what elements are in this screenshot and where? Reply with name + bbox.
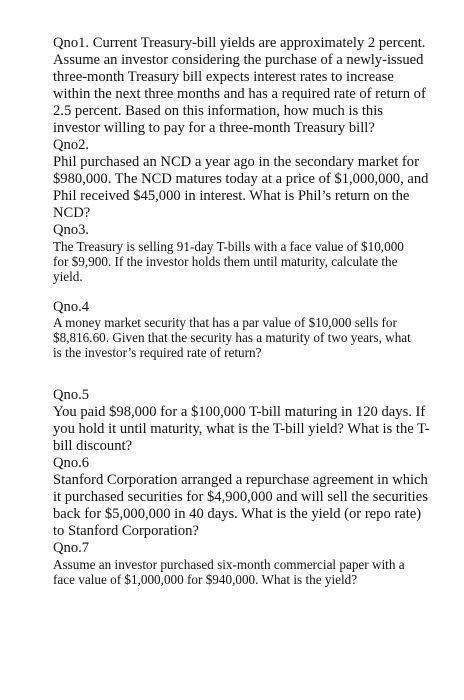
q4-line-2: $8,816.60. Given that the security has a maturity of two years, what bbox=[53, 330, 411, 345]
q1-line-1: Qno1. Current Treasury-bill yields are approximately 2 percent. bbox=[53, 35, 426, 51]
q6-line-2: it purchased securities for $4,900,000 and will sell the securities bbox=[53, 489, 428, 505]
q7-line-2: face value of $1,000,000 for $940,000. What is the yield? bbox=[53, 572, 358, 587]
q2-line-3: Phil received $45,000 in interest. What is Phil’s return on the bbox=[53, 188, 410, 204]
q5-line-2: you hold it until maturity, what is the T-bill yield? What is the T- bbox=[53, 421, 430, 437]
q3-line-3: yield. bbox=[53, 269, 83, 284]
q7-heading: Qno.7 bbox=[53, 540, 90, 556]
q5-heading: Qno.5 bbox=[53, 387, 90, 403]
q5-line-1: You paid $98,000 for a $100,000 T-bill maturing in 120 days. If bbox=[53, 404, 426, 420]
q1-line-2: Assume an investor considering the purchase of a newly-issued bbox=[53, 52, 424, 68]
q2-line-1: Phil purchased an NCD a year ago in the secondary market for bbox=[53, 154, 419, 170]
q4-line-1: A money market security that has a par value of $10,000 sells for bbox=[53, 315, 397, 330]
q3-line-2: for $9,900. If the investor holds them until maturity, calculate the bbox=[53, 254, 398, 269]
q6-line-3: back for $5,000,000 in 40 days. What is the yield (or repo rate) bbox=[53, 506, 422, 522]
q7-line-1: Assume an investor purchased six-month commercial paper with a bbox=[53, 557, 405, 572]
q1-line-4: within the next three months and has a required rate of return of bbox=[53, 86, 426, 102]
q6-line-1: Stanford Corporation arranged a repurchase agreement in which bbox=[53, 472, 428, 488]
q1-line-3: three-month Treasury bill expects interest rates to increase bbox=[53, 69, 394, 85]
q1-line-6: investor willing to pay for a three-month Treasury bill? bbox=[53, 120, 375, 136]
q5-line-3: bill discount? bbox=[53, 438, 133, 454]
q4-line-3: is the investor’s required rate of return? bbox=[53, 345, 262, 360]
q2-heading: Qno2. bbox=[53, 137, 90, 153]
q4-heading: Qno.4 bbox=[53, 299, 90, 315]
q3-line-1: The Treasury is selling 91-day T-bills with a face value of $10,000 bbox=[53, 239, 404, 254]
q3-heading: Qno3. bbox=[53, 222, 90, 238]
q2-line-2: $980,000. The NCD matures today at a price of $1,000,000, and bbox=[53, 171, 429, 187]
q1-line-5: 2.5 percent. Based on this information, how much is this bbox=[53, 103, 383, 119]
q2-line-4: NCD? bbox=[53, 205, 91, 221]
q6-heading: Qno.6 bbox=[53, 455, 90, 471]
q6-line-4: to Stanford Corporation? bbox=[53, 523, 199, 539]
